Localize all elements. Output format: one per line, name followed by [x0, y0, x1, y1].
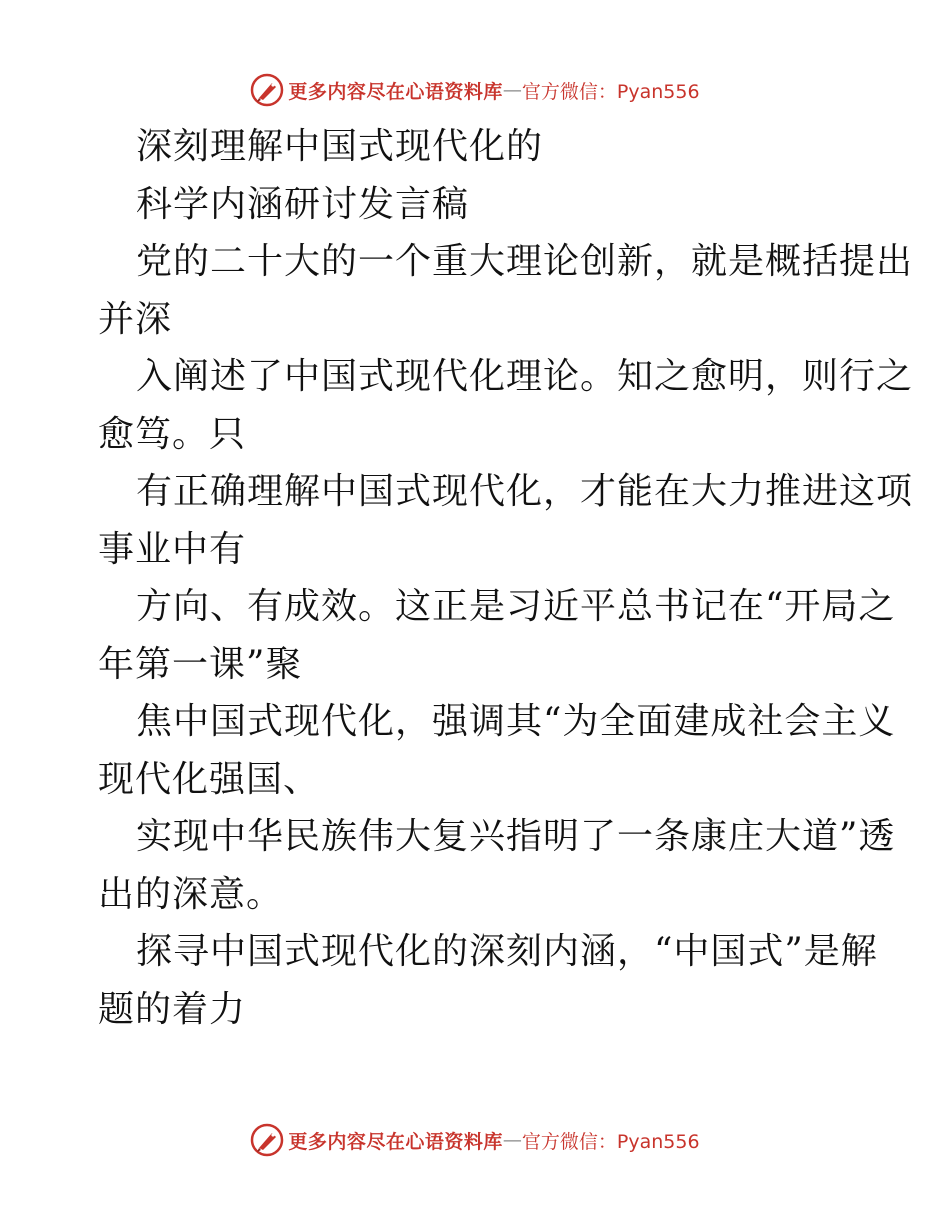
pen-nib-logo-icon: [250, 73, 284, 107]
paragraph-line: 出的深意。: [98, 873, 284, 915]
paragraph-line: 愈笃。只: [98, 413, 247, 455]
paragraph-line: 有正确理解中国式现代化，才能在大力推进这项: [136, 471, 914, 512]
paragraph-line: 方向、有成效。这正是习近平总书记在“开局之: [136, 586, 896, 627]
paragraph-line: 题的着力: [98, 988, 247, 1030]
paragraph-line: 焦中国式现代化，强调其“为全面建成社会主义: [136, 701, 896, 742]
header-banner: [0, 70, 950, 110]
document-body: [98, 118, 914, 1038]
paragraph-line: 党的二十大的一个重大理论创新，就是概括提出: [136, 241, 914, 282]
paragraph-line: 事业中有: [98, 528, 247, 570]
paragraph-line: 现代化强国、: [98, 758, 321, 800]
doc-title-line-2: 科学内涵研讨发言稿: [136, 183, 470, 225]
banner-text: 更多内容尽在心语资料库: [288, 1130, 503, 1153]
footer-banner: [0, 1120, 950, 1160]
pen-nib-logo-icon: [250, 1123, 284, 1157]
paragraph-line: 实现中华民族伟大复兴指明了一条康庄大道”透: [136, 816, 896, 857]
banner-wechat-text: 官方微信：Pyan556: [521, 1130, 700, 1153]
banner-wechat-text: 官方微信：Pyan556: [521, 80, 700, 103]
paragraph-line: 入阐述了中国式现代化理论。知之愈明，则行之: [136, 356, 914, 397]
paragraph-line: 年第一课”聚: [98, 643, 303, 685]
banner-separator: —: [502, 1129, 522, 1151]
doc-title-line-1: 深刻理解中国式现代化的: [136, 126, 544, 167]
paragraph-line: 并深: [98, 298, 173, 340]
banner-text: 更多内容尽在心语资料库: [288, 80, 503, 103]
banner-separator: —: [502, 79, 522, 101]
paragraph-line: 探寻中国式现代化的深刻内涵，“中国式”是解: [136, 931, 878, 972]
